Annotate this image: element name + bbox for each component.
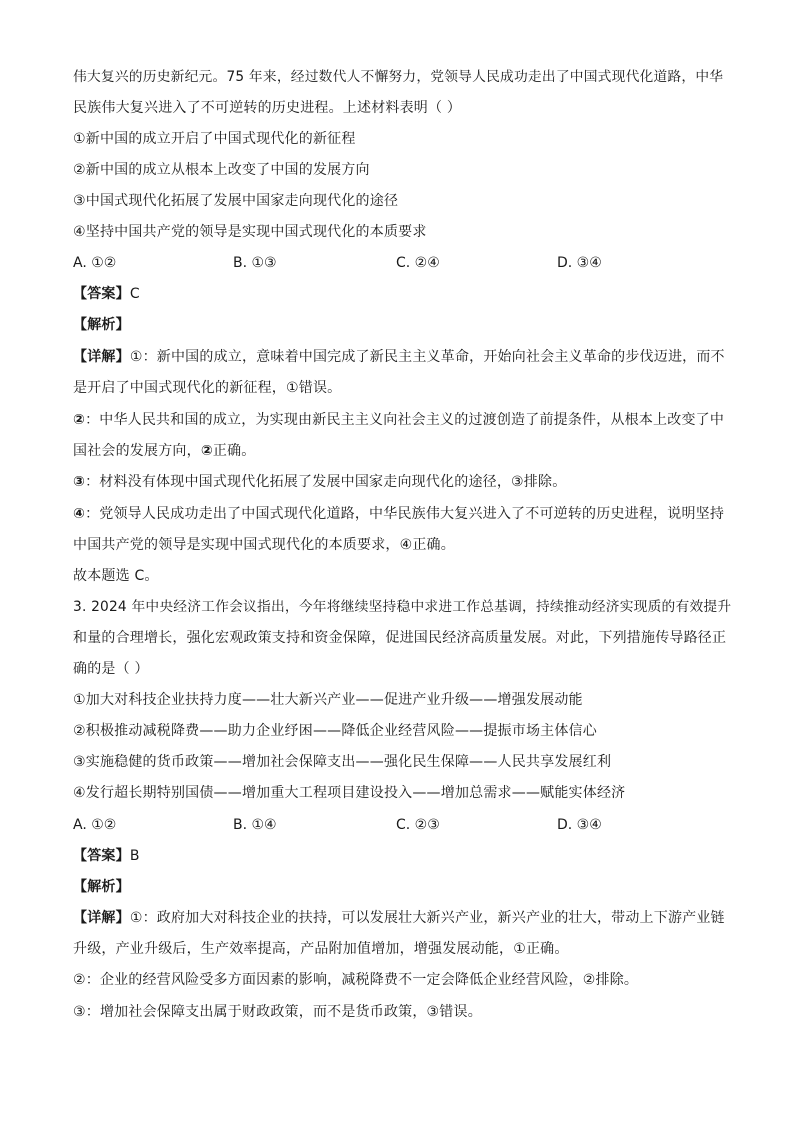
q3-detail-1a [73,908,733,928]
q2-detail-1a [73,347,733,367]
q3-item-2: ②积极推动减税降费——助力企业纾困——降低企业经营风险——提振市场主体信心 [73,723,597,739]
answer-label: 【答案】 [73,848,130,864]
q2-detail-1b: 是开启了中国式现代化的新征程，①错误。 [73,380,342,396]
answer-value: C [129,286,140,302]
q2-stem-line-1: 伟大复兴的历史新纪元。75 年来，经过数代人不懈努力，党领导人民成功走出了中国式现代化道路，中华 [73,69,724,85]
q3-stem-line-1: 3. 2024 年中央经济工作会议指出，今年将继续坚持稳中求进工作总基调，持续推动经济实现质的有效提升 [73,599,732,615]
q3-stem-line-3: 确的是（ ） [73,661,149,677]
q2-option-d: D. ③④ [557,255,602,271]
q2-option-c: C. ②④ [396,255,440,271]
q2-item-2: ②新中国的成立从根本上改变了中国的发展方向 [73,162,370,178]
q3-item-1: ①加大对科技企业扶持力度——壮大新兴产业——促进产业升级——增强发展动能 [73,692,583,708]
q2-option-b: B. ①③ [233,255,277,271]
q2-option-a: A. ①② [73,255,117,271]
detail-text: ：材料没有体现中国式现代化拓展了发展中国家走向现代化的途径，③排除。 [85,474,567,490]
q3-detail-2: ②：企业的经营风险受多方面因素的影响，减税降费不一定会降低企业经营风险，②排除。 [73,972,639,988]
q3-analysis-label: 【解析】 [73,879,130,895]
detail-text: 国社会的发展方向， [73,443,201,459]
q2-detail-4b: 中国共产党的领导是实现中国式现代化的本质要求，④正确。 [73,537,455,553]
q3-item-3: ③实施稳健的货币政策——增加社会保障支出——强化民生保障——人民共享发展红利 [73,754,612,770]
q2-detail-3 [73,472,733,492]
q3-option-d: D. ③④ [557,817,602,833]
detail-text: ①：政府加大对科技企业的扶持，可以发展壮大新兴产业，新兴产业的壮大，带动上下游产业链 [129,910,725,926]
q2-detail-2b [73,441,733,461]
q3-answer [73,846,733,866]
detail-text: ①：新中国的成立，意味着中国完成了新民主主义革命，开始向社会主义革命的步伐迈进，而不 [129,349,725,365]
q3-option-c: C. ②③ [396,817,440,833]
q2-detail-2a [73,410,733,430]
detail-label: 【详解】 [73,910,130,926]
q2-item-1: ①新中国的成立开启了中国式现代化的新征程 [73,131,356,147]
q3-detail-1b: 升级，产业升级后，生产效率提高，产品附加值增加，增强发展动能，①正确。 [73,941,569,957]
q3-detail-3: ③：增加社会保障支出属于财政政策，而不是货币政策，③错误。 [73,1004,482,1020]
q2-answer [73,284,733,304]
detail-text: 正确。 [212,443,256,459]
q2-conclusion: 故本题选 C。 [73,568,159,584]
detail-label: 【详解】 [73,349,130,365]
detail-mark: ② [73,412,86,428]
detail-mark: ④ [73,506,86,522]
q2-analysis-label: 【解析】 [73,317,130,333]
q2-item-4: ④坚持中国共产党的领导是实现中国式现代化的本质要求 [73,224,427,240]
detail-text: ：党领导人民成功走出了中国式现代化道路，中华民族伟大复兴进入了不可逆转的历史进程，说明坚持 [85,506,725,522]
q2-item-3: ③中国式现代化拓展了发展中国家走向现代化的途径 [73,193,399,209]
q3-stem-line-2: 和量的合理增长，强化宏观政策支持和资金保障，促进国民经济高质量发展。对此，下列措施传导路径正 [73,630,727,646]
q2-stem-line-2: 民族伟大复兴进入了不可逆转的历史进程。上述材料表明（ ） [73,100,462,116]
answer-value: B [129,848,140,864]
detail-text: ：中华人民共和国的成立，为实现由新民主主义向社会主义的过渡创造了前提条件，从根本上改变了中 [85,412,725,428]
q2-detail-4a [73,504,733,524]
detail-mark: ② [200,443,213,459]
q3-option-b: B. ①④ [233,817,277,833]
detail-mark: ③ [73,474,86,490]
q3-option-a: A. ①② [73,817,117,833]
answer-label: 【答案】 [73,286,130,302]
q3-item-4: ④发行超长期特别国债——增加重大工程项目建设投入——增加总需求——赋能实体经济 [73,785,626,801]
